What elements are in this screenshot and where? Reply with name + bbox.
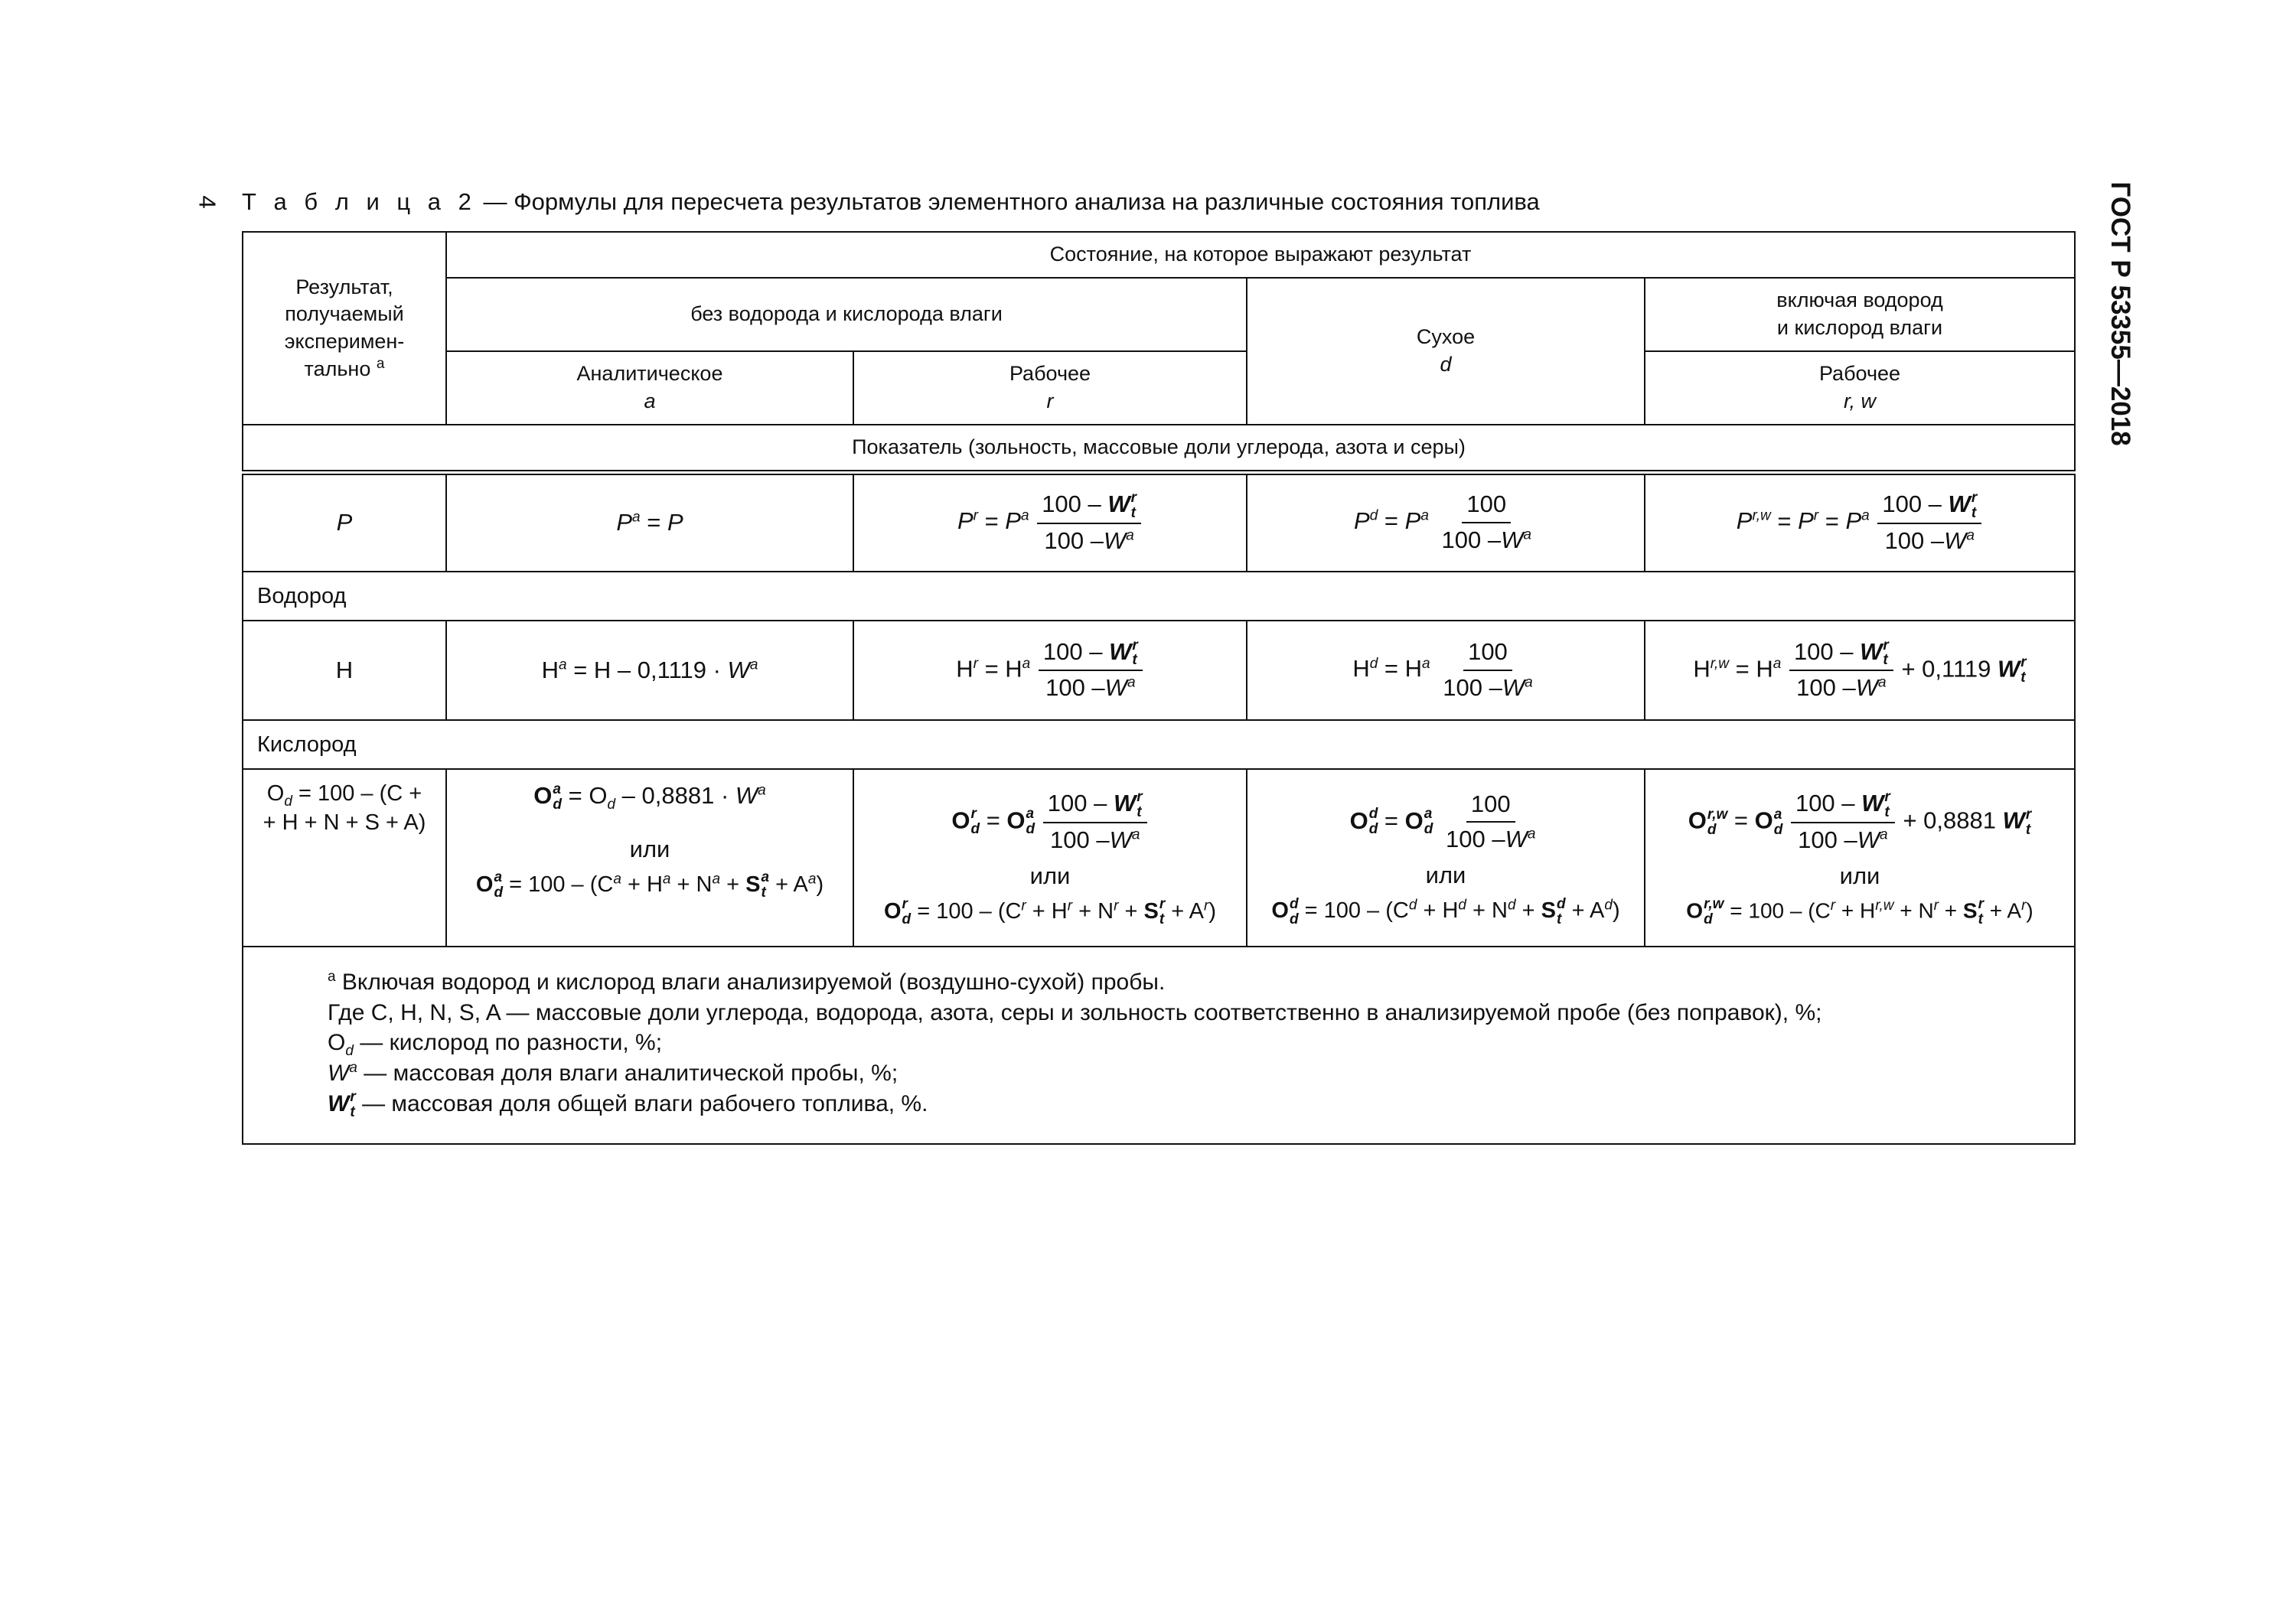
cell-o-dry: O d d = O a d $\frac{100}{100 -W^a}$ или O d d = $100 - (C^d + H^d + N^d + S$ d t + $A^d$) bbox=[1247, 769, 1645, 947]
cell-h-dry: $H^d = H^a$ $\frac{100}{100 -W^a}$ bbox=[1247, 621, 1645, 720]
cell-h-analytic: $H^a = H - 0,1119 \cdot W^a$ bbox=[446, 621, 853, 720]
note-where: Где C, H, N, S, A — массовые доли углерода, водорода, азота, серы и зольность соответственно в анализируемой пробе (без поправок), %; bbox=[328, 999, 1822, 1025]
header-result-col: Результат, получаемый эксперимен-тально $^a$ bbox=[243, 232, 446, 425]
header-analytic: Аналитическое a bbox=[446, 351, 853, 425]
standard-designation: ГОСТ Р 53355—2018 bbox=[2105, 181, 2135, 446]
note-wt: W r t — массовая доля общей влаги рабочего топлива, %. bbox=[328, 1088, 928, 1120]
table-notes bbox=[243, 947, 2075, 1144]
cell-h-symbol: H bbox=[243, 621, 446, 720]
cell-p-analytic: $P^a = P$ bbox=[446, 472, 853, 572]
cell-o-working: O r d = O a d 100 – W r t 100 $-W^a$ или O r d = $100 - (C^r + H^r + N^r + S$ r t + $A^r$) bbox=[853, 769, 1247, 947]
header-no-h-group: без водорода и кислорода влаги bbox=[446, 278, 1247, 351]
conversion-table bbox=[242, 231, 2076, 1145]
section-hydrogen: Водород bbox=[243, 572, 2075, 621]
header-working: Рабочее r bbox=[853, 351, 1247, 425]
cell-p-working-w: $P^{r,w} = P^r = P^a$ 100 – W r t 100 $-W^a$ bbox=[1645, 472, 2075, 572]
header-with-h-group: включая водород и кислород влаги bbox=[1645, 278, 2075, 351]
note-a: $^a$ Включая водород и кислород влаги анализируемой (воздушно-сухой) пробы. bbox=[328, 969, 1166, 996]
cell-h-working: $H^r = H^a$ 100 – W r t 100 $-W^a$ bbox=[853, 621, 1247, 720]
table-caption bbox=[242, 188, 1540, 216]
cell-o-working-w: O r,w d = O a d 100 – W r t 100 $-W^a$ + 0,8881 W r t или O r,w d = $100 - (C^r + H^{r,w} + N^r + S$ r t + $A^r$) bbox=[1645, 769, 2075, 947]
header-dry: Сухое d bbox=[1247, 278, 1645, 425]
caption-text: — Формулы для пересчета результатов элементного анализа на различные состояния топлива bbox=[476, 188, 1540, 215]
cell-h-working-w: $H^{r,w} = H^a$ 100 – W r t 100 $-W^a$ + 0,1119 W r t bbox=[1645, 621, 2075, 720]
caption-prefix: Т а б л и ц а 2 bbox=[242, 188, 477, 215]
section-oxygen: Кислород bbox=[243, 720, 2075, 769]
cell-p-symbol: P bbox=[243, 472, 446, 572]
cell-p-working: $P^r = P^a$ 100 – W r t 100 $-W^a$ bbox=[853, 472, 1247, 572]
header-working-w: Рабочее r, w bbox=[1645, 351, 2075, 425]
cell-p-dry: $P^d = P^a$ $\frac{100}{100 -W^a}$ bbox=[1247, 472, 1645, 572]
header-state-group: Состояние, на которое выражают результат bbox=[446, 232, 2075, 278]
cell-o-analytic: O a d = $O_d - 0,8881 \cdot W^a$ или O a d = $100 - (C^a + H^a + N^a + S$ a t + $A^a$) bbox=[446, 769, 853, 947]
cell-o-symbol: $O_d = 100 - (C$ + + H + N + S + A) bbox=[243, 769, 446, 947]
section-indicator: Показатель (зольность, массовые доли углерода, азота и серы) bbox=[243, 425, 2075, 472]
note-od: $O_d$ — кислород по разности, %; bbox=[328, 1030, 663, 1060]
page-number: 4 bbox=[194, 195, 221, 209]
note-wa: $W^a$ — массовая доля влаги аналитической пробы, %; bbox=[328, 1060, 899, 1087]
